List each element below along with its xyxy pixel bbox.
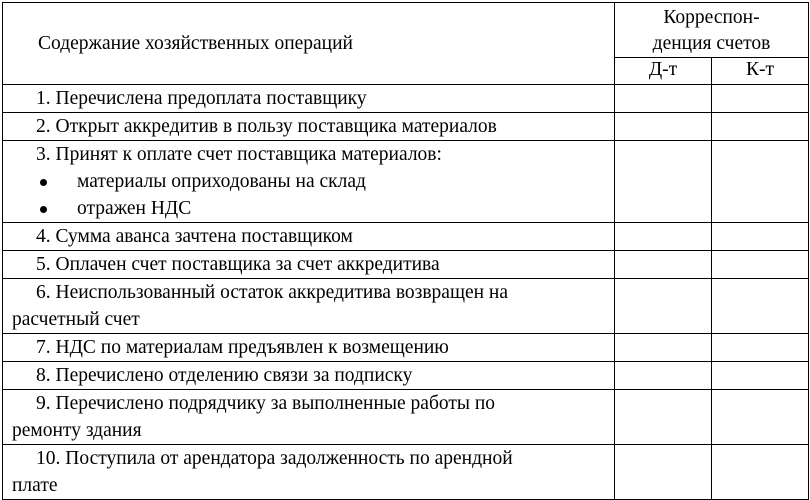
debit-cell[interactable]: [615, 141, 712, 223]
credit-cell[interactable]: [712, 362, 809, 390]
operation-text-continuation: ремонту здания: [12, 420, 142, 441]
operation-text: 6. Неиспользованный остаток аккредитива возвращен на: [36, 282, 509, 303]
operations-table: [2, 2, 809, 500]
debit-header: Д-т: [615, 58, 712, 85]
table-row: [3, 85, 809, 113]
credit-cell[interactable]: [712, 445, 809, 500]
operation-text: 5. Оплачен счет поставщика за счет аккредитива: [36, 254, 440, 275]
correspondence-header: [615, 3, 809, 58]
table-row: [3, 390, 809, 445]
operation-cell: [3, 85, 615, 113]
credit-header: К-т: [712, 58, 809, 85]
table-row: [3, 141, 809, 223]
content-header: Содержание хозяйственных операций: [3, 3, 615, 85]
correspondence-header-line2: денция счетов: [652, 33, 771, 54]
debit-cell[interactable]: [615, 251, 712, 279]
operation-cell: [3, 251, 615, 279]
credit-cell[interactable]: [712, 141, 809, 223]
credit-cell[interactable]: [712, 85, 809, 113]
operation-text: 2. Открыт аккредитив в пользу поставщика материалов: [36, 116, 497, 137]
table-row: [3, 251, 809, 279]
operation-cell: [3, 445, 615, 500]
table-row: [3, 445, 809, 500]
table-row: [3, 279, 809, 334]
operation-text: 3. Принят к оплате счет поставщика материалов:: [36, 144, 442, 165]
table-row: [3, 362, 809, 390]
operation-cell: [3, 279, 615, 334]
debit-cell[interactable]: [615, 362, 712, 390]
bullet-icon: [40, 206, 47, 213]
operation-text-continuation: расчетный счет: [12, 309, 140, 330]
bullet-item: [12, 168, 608, 195]
operation-cell: [3, 113, 615, 141]
bullet-icon: [40, 179, 47, 186]
credit-cell[interactable]: [712, 334, 809, 362]
operation-cell: [3, 223, 615, 251]
bullet-text: отражен НДС: [77, 198, 192, 219]
debit-cell[interactable]: [615, 390, 712, 445]
debit-cell[interactable]: [615, 113, 712, 141]
operation-text: 4. Сумма аванса зачтена поставщиком: [36, 226, 353, 247]
credit-cell[interactable]: [712, 251, 809, 279]
operation-text: 8. Перечислено отделению связи за подписку: [36, 365, 413, 386]
operation-text: 7. НДС по материалам предъявлен к возмещению: [36, 337, 449, 358]
operation-cell: [3, 362, 615, 390]
bullet-text: материалы оприходованы на склад: [77, 171, 366, 192]
credit-cell[interactable]: [712, 113, 809, 141]
credit-cell[interactable]: [712, 223, 809, 251]
operation-cell: [3, 390, 615, 445]
operation-text-continuation: плате: [12, 475, 58, 496]
debit-cell[interactable]: [615, 223, 712, 251]
operation-cell: [3, 334, 615, 362]
operation-text: 9. Перечислено подрядчику за выполненные работы по: [36, 393, 496, 414]
table-row: [3, 334, 809, 362]
credit-cell[interactable]: [712, 279, 809, 334]
debit-cell[interactable]: [615, 445, 712, 500]
debit-cell[interactable]: [615, 85, 712, 113]
debit-cell[interactable]: [615, 334, 712, 362]
credit-cell[interactable]: [712, 390, 809, 445]
table-row: [3, 113, 809, 141]
operation-text: 10. Поступила от арендатора задолженность по арендной: [36, 448, 513, 469]
debit-cell[interactable]: [615, 279, 712, 334]
correspondence-header-line1: Корреспон-: [663, 7, 760, 28]
table-row: [3, 223, 809, 251]
operation-cell: [3, 141, 615, 223]
bullet-item: [12, 195, 608, 222]
header-row: [3, 3, 809, 58]
operation-text: 1. Перечислена предоплата поставщику: [36, 88, 367, 109]
